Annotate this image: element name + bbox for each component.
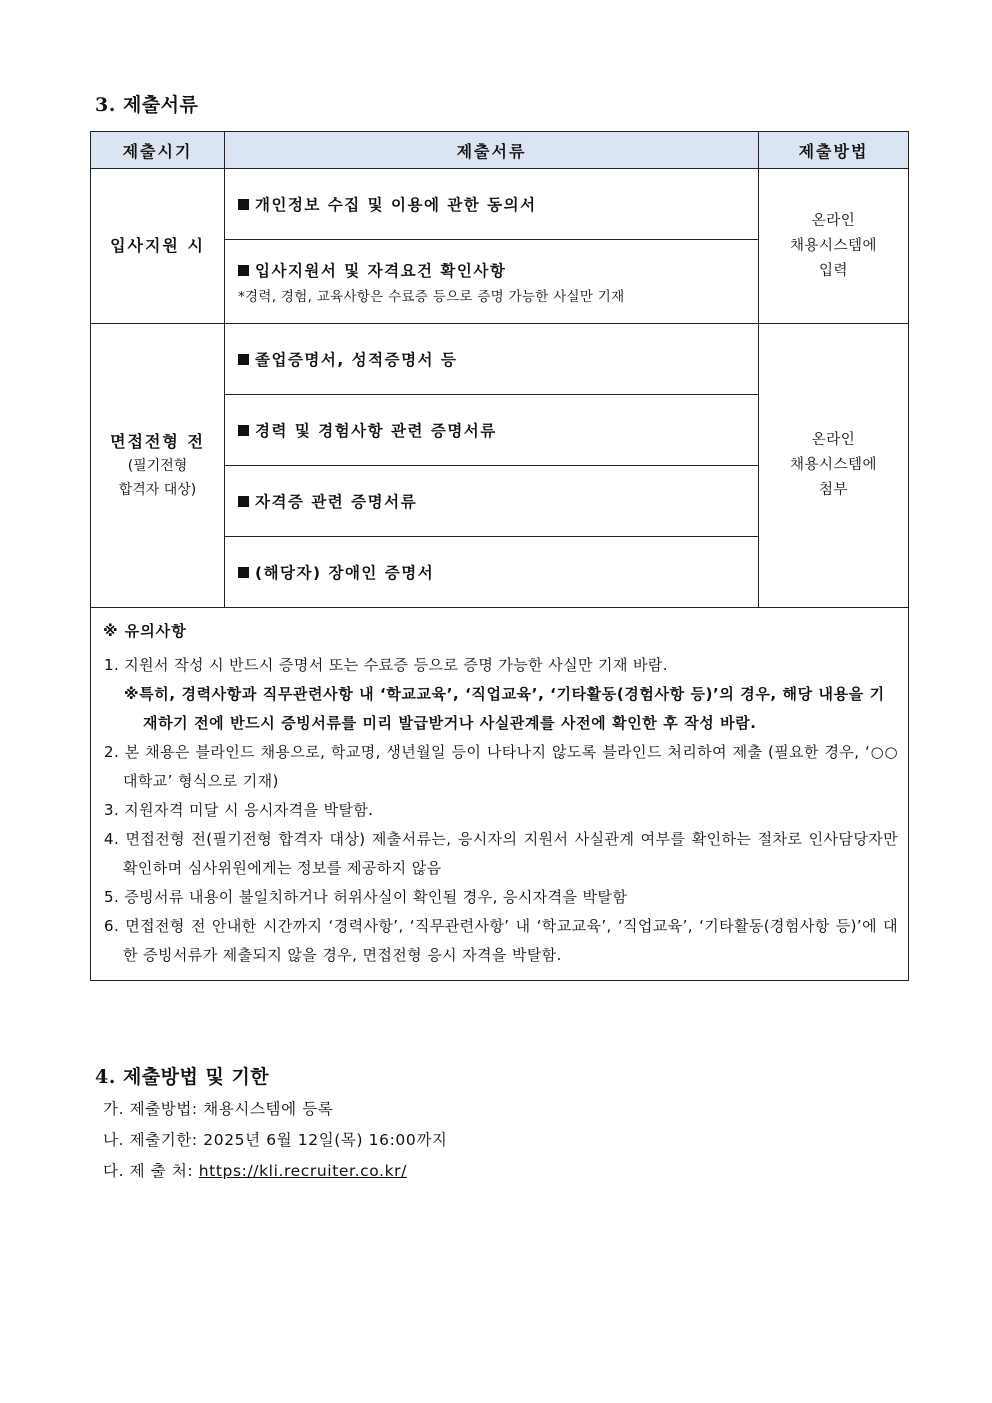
submit-method: 가. 제출방법: 채용시스템에 등록 xyxy=(103,1100,334,1118)
group1-method xyxy=(759,169,909,324)
square-bullet-icon xyxy=(238,199,249,210)
recruiter-link[interactable]: https://kli.recruiter.co.kr/ xyxy=(198,1162,407,1180)
section3-title: 3. 제출서류 xyxy=(95,94,199,116)
method-line: 채용시스템에 xyxy=(789,457,878,473)
square-bullet-icon xyxy=(238,567,249,578)
method-line: 입력 xyxy=(818,262,848,279)
square-bullet-icon xyxy=(238,425,249,436)
note-item-1: 1. 지원서 작성 시 반드시 증명서 또는 수료증 등으로 증명 가능한 사실만 기재 바람. xyxy=(104,656,668,674)
doc-label: 개인정보 수집 및 이용에 관한 동의서 xyxy=(255,196,537,214)
group2-method xyxy=(759,324,909,608)
group1-doc2 xyxy=(225,240,759,324)
submission-documents-table xyxy=(90,131,909,981)
notes-title: ※ 유의사항 xyxy=(103,622,187,640)
table-row xyxy=(91,169,909,240)
table-header-row xyxy=(91,132,909,169)
group1-doc1 xyxy=(225,169,759,240)
submit-place-label: 다. 제 출 처: xyxy=(103,1162,199,1180)
method-line: 채용시스템에 xyxy=(789,237,878,254)
doc-label: 졸업증명서, 성적증명서 등 xyxy=(255,351,458,369)
note-item-6: 6. 면접전형 전 안내한 시간까지 ‘경력사항’, ‘직무관련사항’ 내 ‘학교교육’, ‘직업교육’, ‘기타활동(경험사항 등)’에 대한 증빙서류가 제출되지 않을 경우, 면접전형 응시 자격을 박탈함. xyxy=(104,917,898,964)
note-item-3: 3. 지원자격 미달 시 응시자격을 박탈함. xyxy=(104,801,374,819)
note-item-2: 2. 본 채용은 블라인드 채용으로, 학교명, 생년월일 등이 나타나지 않도록 블라인드 처리하여 제출 (필요한 경우, ‘○○대학교’ 형식으로 기재) xyxy=(104,743,898,790)
header-time: 제출시기 xyxy=(91,132,225,169)
group2-doc4 xyxy=(225,537,759,608)
group2-time xyxy=(91,324,225,608)
time-sub: 합격자 대상) xyxy=(118,481,197,498)
header-docs: 제출서류 xyxy=(225,132,759,169)
submit-place xyxy=(103,1159,407,1181)
notes-row xyxy=(91,608,909,981)
note-item-5: 5. 증빙서류 내용이 불일치하거나 허위사실이 확인될 경우, 응시자격을 박탈함 xyxy=(104,888,628,906)
header-method: 제출방법 xyxy=(759,132,909,169)
square-bullet-icon xyxy=(238,265,249,276)
doc-label: 입사지원서 및 자격요건 확인사항 xyxy=(255,261,507,280)
notes-cell xyxy=(91,608,909,981)
section4-title: 4. 제출방법 및 기한 xyxy=(95,1066,270,1088)
square-bullet-icon xyxy=(238,496,249,507)
note-emphasis: ※특히, 경력사항과 직무관련사항 내 ‘학교교육’, ‘직업교육’, ‘기타활동(경험사항 등)’의 경우, 해당 내용을 기재하기 전에 반드시 증빙서류를 미리 발급받거나 사실관계를 사전에 확인한 후 작성 바람. xyxy=(124,685,885,732)
submit-deadline: 나. 제출기한: 2025년 6월 12일(목) 16:00까지 xyxy=(103,1131,448,1149)
time-label: 면접전형 전 xyxy=(110,431,205,451)
group2-doc3 xyxy=(225,466,759,537)
method-line: 온라인 xyxy=(811,432,856,448)
group2-doc2 xyxy=(225,395,759,466)
square-bullet-icon xyxy=(238,354,249,365)
method-line: 첨부 xyxy=(818,482,848,498)
doc-label: (해당자) 장애인 증명서 xyxy=(255,564,435,582)
doc-note: *경력, 경험, 교육사항은 수료증 등으로 증명 가능한 사실만 기재 xyxy=(238,288,625,305)
table-row xyxy=(91,324,909,395)
group2-doc1 xyxy=(225,324,759,395)
doc-label: 자격증 관련 증명서류 xyxy=(255,493,418,511)
time-sub: (필기전형 xyxy=(127,457,188,474)
doc-label: 경력 및 경험사항 관련 증명서류 xyxy=(255,422,497,440)
method-line: 온라인 xyxy=(811,212,856,229)
group1-time: 입사지원 시 xyxy=(91,169,225,324)
note-item-4: 4. 면접전형 전(필기전형 합격자 대상) 제출서류는, 응시자의 지원서 사실관계 여부를 확인하는 절차로 인사담당자만 확인하며 심사위원에게는 정보를 제공하지 않음 xyxy=(104,830,898,877)
